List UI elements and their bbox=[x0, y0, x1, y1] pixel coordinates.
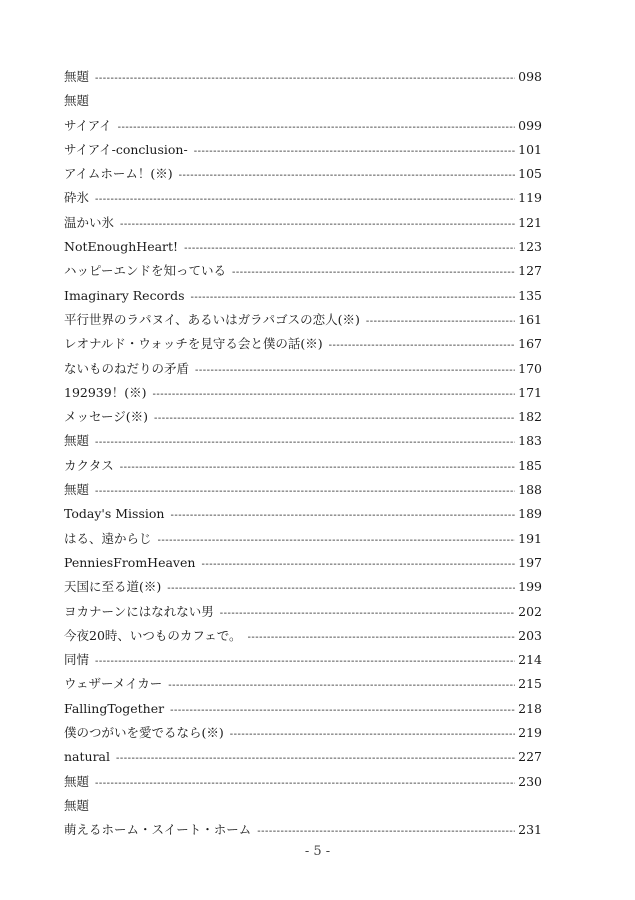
dot-leader bbox=[120, 456, 515, 480]
toc-entry-title: 無題 bbox=[64, 93, 90, 109]
toc-entry-page: 191 bbox=[518, 530, 542, 546]
toc-entry-title: カクタス bbox=[64, 457, 114, 473]
dot-leader bbox=[95, 431, 515, 455]
toc-entry bbox=[64, 429, 542, 453]
dot-leader bbox=[170, 699, 515, 723]
toc-entry-title: ヨカナーンにはなれない男 bbox=[64, 603, 214, 619]
toc-entry bbox=[64, 259, 542, 283]
toc-entry-page: 171 bbox=[518, 384, 542, 400]
toc-entry-page: 189 bbox=[518, 506, 542, 522]
toc-entry bbox=[64, 672, 542, 696]
toc-entry bbox=[64, 357, 542, 381]
toc-entry-page: 105 bbox=[518, 166, 542, 182]
toc-entry bbox=[64, 308, 542, 332]
toc-entry bbox=[64, 502, 542, 526]
toc-entry-title: Imaginary Records bbox=[64, 287, 185, 303]
dot-leader bbox=[230, 723, 515, 747]
dot-leader bbox=[201, 553, 515, 577]
toc-entry-title: ないものねだりの矛盾 bbox=[64, 360, 190, 376]
toc-entry-page: 218 bbox=[518, 700, 542, 716]
toc-entry-title: 無題 bbox=[64, 433, 90, 449]
dot-leader bbox=[167, 577, 515, 601]
toc-entry bbox=[64, 600, 542, 624]
toc-entry bbox=[64, 527, 542, 551]
toc-entry-title: 砕氷 bbox=[64, 190, 90, 206]
toc-entry-page: 167 bbox=[518, 336, 542, 352]
toc-entry-title: メッセージ(※) bbox=[64, 409, 149, 425]
toc-entry-page: 119 bbox=[518, 190, 542, 206]
toc-entry-title: 同情 bbox=[64, 652, 90, 668]
toc-entry-title: 192939！(※) bbox=[64, 384, 147, 400]
toc-entry-title: アイムホーム！(※) bbox=[64, 166, 173, 182]
dot-leader bbox=[248, 626, 516, 650]
toc-entry bbox=[64, 478, 542, 502]
dot-leader bbox=[170, 504, 515, 528]
dot-leader bbox=[257, 820, 515, 844]
toc-entry-page: 203 bbox=[518, 627, 542, 643]
dot-leader bbox=[95, 480, 515, 504]
dot-leader bbox=[179, 164, 516, 188]
toc-entry-title: 天国に至る道(※) bbox=[64, 579, 162, 595]
toc-entry bbox=[64, 648, 542, 672]
toc-entry-page: 127 bbox=[518, 263, 542, 279]
toc-entry-title: レオナルド・ウォッチを見守る会と僕の話(※) bbox=[64, 336, 323, 352]
toc-entry bbox=[64, 381, 542, 405]
toc-entry-title: FallingTogether bbox=[64, 700, 165, 716]
toc-entry bbox=[64, 721, 542, 745]
dot-leader bbox=[232, 261, 515, 285]
toc-entry-page: 101 bbox=[518, 141, 542, 157]
toc-entry bbox=[64, 794, 542, 818]
toc-entry bbox=[64, 405, 542, 429]
toc-entry-page: 197 bbox=[518, 554, 542, 570]
toc-entry-title: 無題 bbox=[64, 69, 90, 84]
toc-entry-title: 無題 bbox=[64, 773, 90, 789]
toc-entry bbox=[64, 211, 542, 235]
toc-entry-page: 170 bbox=[518, 360, 542, 376]
toc-entry-title: 僕のつがいを愛でるなら(※) bbox=[64, 725, 224, 741]
dot-leader bbox=[329, 334, 516, 358]
toc-entry bbox=[64, 818, 542, 842]
dot-leader bbox=[220, 602, 515, 626]
toc-entry-title: サイアイ-conclusion- bbox=[64, 141, 188, 157]
toc-entry-page: 121 bbox=[518, 214, 542, 230]
dot-leader bbox=[116, 747, 515, 771]
dot-leader bbox=[154, 407, 515, 431]
toc-entry-page: 230 bbox=[518, 773, 542, 789]
toc-entry-title: Today's Mission bbox=[64, 506, 165, 522]
toc-entry-page: 182 bbox=[518, 409, 542, 425]
toc-entry-title: 平行世界のラパヌイ、あるいはガラパゴスの恋人(※) bbox=[64, 311, 360, 327]
toc-entry-page: 185 bbox=[518, 457, 542, 473]
toc-entry-page: 099 bbox=[518, 117, 542, 133]
toc-entry bbox=[64, 186, 542, 210]
dot-leader bbox=[366, 310, 515, 334]
toc-entry-page: 214 bbox=[518, 652, 542, 668]
toc-entry-page: 215 bbox=[518, 676, 542, 692]
dot-leader bbox=[194, 140, 515, 164]
toc-entry-page: 227 bbox=[518, 749, 542, 765]
toc-entry bbox=[64, 162, 542, 186]
dot-leader bbox=[158, 529, 516, 553]
dot-leader bbox=[184, 237, 515, 261]
toc-entry-title: PenniesFromHeaven bbox=[64, 554, 196, 570]
toc-entry-title: ハッピーエンドを知っている bbox=[64, 263, 227, 279]
toc-entry-title: サイアイ bbox=[64, 117, 112, 133]
toc-entry-page: 199 bbox=[518, 579, 542, 595]
toc-entry bbox=[64, 65, 542, 89]
toc-entry bbox=[64, 745, 542, 769]
dot-leader bbox=[168, 674, 515, 698]
toc-entry-page: 183 bbox=[518, 433, 542, 449]
dot-leader bbox=[95, 772, 515, 796]
dot-leader bbox=[118, 116, 516, 140]
toc-entry bbox=[64, 770, 542, 794]
toc-entry-page: 098 bbox=[518, 69, 542, 84]
toc-entry-page: 202 bbox=[518, 603, 542, 619]
toc-entry bbox=[64, 332, 542, 356]
toc-entry-page: 219 bbox=[518, 725, 542, 741]
toc-entry-title: 今夜20時、いつものカフェで。 bbox=[64, 627, 242, 643]
toc-entry-title: 温かい氷 bbox=[64, 214, 115, 230]
toc-entry-title: ウェザーメイカー bbox=[64, 676, 163, 692]
toc-entry-title: 萌えるホーム・スイート・ホーム bbox=[64, 822, 252, 838]
toc-entry bbox=[64, 454, 542, 478]
toc-entry bbox=[64, 575, 542, 599]
toc-entry bbox=[64, 697, 542, 721]
toc-entry-title: はる、遠からじ bbox=[64, 530, 152, 546]
toc-entry bbox=[64, 551, 542, 575]
toc-entry-page: 123 bbox=[518, 239, 542, 255]
toc-entry bbox=[64, 114, 542, 138]
dot-leader bbox=[95, 188, 515, 212]
page-number: - 5 - bbox=[304, 844, 331, 859]
toc-entry-title: NotEnoughHeart! bbox=[64, 239, 179, 255]
toc-entry-page: 161 bbox=[518, 311, 542, 327]
table-of-contents bbox=[64, 65, 542, 843]
dot-leader bbox=[152, 383, 515, 407]
dot-leader bbox=[190, 286, 515, 310]
toc-entry-page: 135 bbox=[518, 287, 542, 303]
toc-entry-title: 無題 bbox=[64, 797, 90, 813]
toc-entry bbox=[64, 284, 542, 308]
dot-leader bbox=[120, 213, 515, 237]
toc-entry-title: 無題 bbox=[64, 482, 90, 498]
toc-entry bbox=[64, 235, 542, 259]
dot-leader bbox=[95, 650, 515, 674]
toc-entry bbox=[64, 138, 542, 162]
toc-entry-page: 231 bbox=[518, 822, 542, 838]
dot-leader bbox=[95, 67, 515, 91]
toc-entry bbox=[64, 89, 542, 113]
toc-entry bbox=[64, 624, 542, 648]
toc-entry-title: natural bbox=[64, 749, 111, 765]
toc-entry-page: 188 bbox=[518, 482, 542, 498]
dot-leader bbox=[195, 359, 515, 383]
